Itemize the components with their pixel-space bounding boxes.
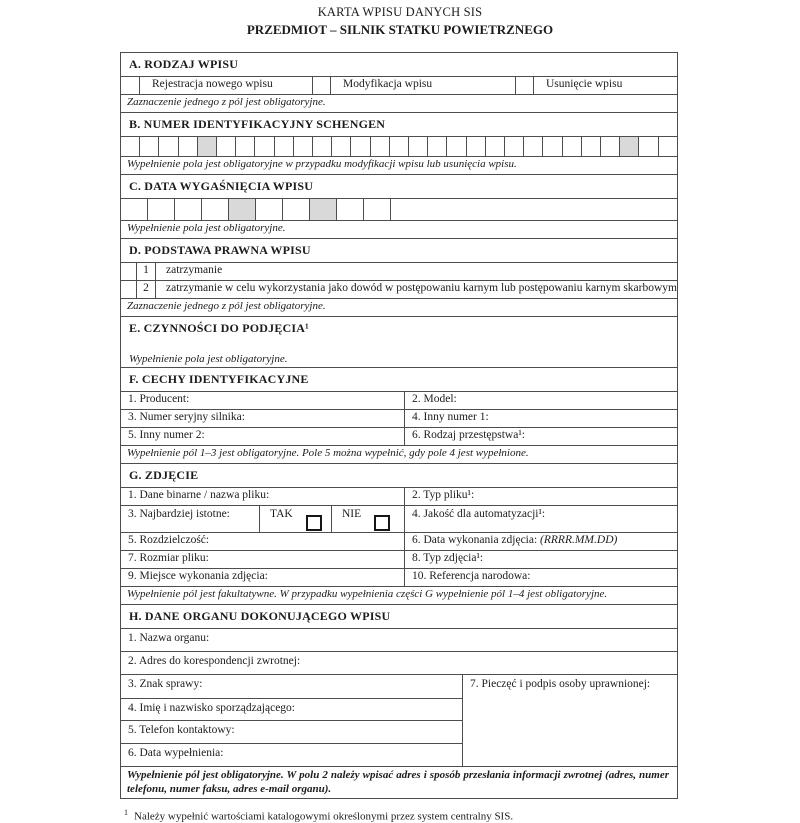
expiry-date-char-boxes — [121, 198, 677, 220]
char-box[interactable] — [486, 137, 505, 156]
nie-option — [331, 506, 404, 532]
char-box[interactable] — [229, 199, 256, 220]
photo-date-label: 6. Data wykonania zdjęcia: — [412, 534, 538, 546]
preparer-name-field[interactable]: 4. Imię i nazwisko sporządzającego: — [121, 698, 462, 721]
new-entry-checkbox-cell[interactable] — [121, 77, 139, 94]
date-row-filler — [391, 199, 677, 220]
document-title: KARTA WPISU DANYCH SIS — [317, 5, 483, 19]
legal-basis-2-label: zatrzymanie w celu wykorzystania jako dowód w postępowaniu karnym lub postępowaniu karnym skarbowym — [155, 281, 677, 298]
authority-name-field[interactable]: 1. Nazwa organu: — [121, 628, 677, 651]
option-label-new-entry: Rejestracja nowego wpisu — [139, 77, 312, 94]
photo-date-field[interactable] — [404, 533, 677, 550]
char-box[interactable] — [313, 137, 332, 156]
legal-basis-row-1 — [121, 262, 677, 280]
photo-date-format-hint: (RRRR.MM.DD) — [540, 534, 618, 546]
section-d-header: D. PODSTAWA PRAWNA WPISU — [129, 243, 311, 257]
footnote — [124, 808, 800, 823]
legal-basis-2-number: 2 — [136, 281, 155, 298]
char-box[interactable] — [217, 137, 236, 156]
char-box[interactable] — [467, 137, 486, 156]
case-reference-field[interactable]: 3. Znak sprawy: — [128, 678, 203, 690]
return-address-field[interactable]: 2. Adres do korespondencji zwrotnej: — [121, 651, 677, 674]
section-e-header: E. CZYNNOŚCI DO PODJĘCIA¹ — [129, 321, 309, 335]
section-e-note: Wypełnienie pola jest obligatoryjne. — [129, 353, 288, 365]
option-label-modify-entry: Modyfikacja wpisu — [330, 77, 515, 94]
legal-basis-1-label: zatrzymanie — [155, 263, 677, 280]
h-left-column — [121, 675, 462, 766]
char-box[interactable] — [620, 137, 639, 156]
section-h-header: H. DANE ORGANU DOKONUJĄCEGO WPISU — [129, 609, 391, 623]
char-box[interactable] — [121, 137, 140, 156]
char-box[interactable] — [148, 199, 175, 220]
contact-phone-field[interactable]: 5. Telefon kontaktowy: — [121, 720, 462, 743]
section-c — [121, 174, 677, 238]
char-box[interactable] — [332, 137, 351, 156]
section-g-header: G. ZDJĘCIE — [129, 468, 199, 482]
g-row-1 — [121, 487, 677, 505]
engine-serial-number-field[interactable]: 3. Numer seryjny silnika: — [128, 411, 245, 423]
schengen-id-char-boxes — [121, 136, 677, 156]
char-box[interactable] — [364, 199, 391, 220]
tak-option — [259, 506, 331, 532]
legal-basis-2-checkbox-cell[interactable] — [121, 281, 136, 298]
tak-checkbox[interactable] — [306, 515, 322, 531]
char-box[interactable] — [121, 199, 148, 220]
resolution-field[interactable]: 5. Rozdzielczość: — [128, 534, 210, 546]
section-a-options — [121, 76, 677, 94]
f-row-3 — [121, 427, 677, 445]
stamp-signature-field[interactable]: 7. Pieczęć i podpis osoby uprawnionej: — [462, 675, 677, 766]
char-box[interactable] — [256, 199, 283, 220]
char-box[interactable] — [236, 137, 255, 156]
producer-field[interactable]: 1. Producent: — [128, 393, 190, 405]
char-box[interactable] — [275, 137, 294, 156]
section-d-note: Zaznaczenie jednego z pól jest obligatoryjne. — [127, 300, 326, 312]
model-field[interactable]: 2. Model: — [404, 392, 677, 409]
sis-entry-form — [120, 52, 678, 799]
section-f-note: Wypełnienie pól 1–3 jest obligatoryjne. Pole 5 można wypełnić, gdy pole 4 jest wypełnione. — [127, 447, 529, 459]
tak-label: TAK — [270, 508, 293, 520]
delete-entry-checkbox-cell[interactable] — [515, 77, 533, 94]
section-b-note: Wypełnienie pola jest obligatoryjne w przypadku modyfikacji wpisu lub usunięcia wpisu. — [127, 158, 517, 170]
section-g — [121, 463, 677, 604]
char-box[interactable] — [390, 137, 409, 156]
char-box[interactable] — [371, 137, 390, 156]
section-b — [121, 112, 677, 174]
document-titles — [0, 0, 800, 38]
document-subtitle: PRZEDMIOT – SILNIK STATKU POWIETRZNEGO — [246, 22, 554, 37]
char-box[interactable] — [601, 137, 620, 156]
section-h — [121, 604, 677, 798]
footnote-ref: 1 — [124, 808, 128, 817]
photo-type-field[interactable]: 8. Typ zdjęcia¹: — [404, 551, 677, 568]
h-split-block — [121, 674, 677, 766]
option-label-delete-entry: Usunięcie wpisu — [533, 77, 677, 94]
automation-quality-field[interactable]: 4. Jakość dla automatyzacji¹: — [404, 506, 677, 532]
char-box[interactable] — [294, 137, 313, 156]
section-c-header: C. DATA WYGAŚNIĘCIA WPISU — [129, 179, 314, 193]
char-box[interactable] — [337, 199, 364, 220]
char-box[interactable] — [351, 137, 370, 156]
legal-basis-row-2 — [121, 280, 677, 298]
section-f — [121, 367, 677, 463]
legal-basis-1-checkbox-cell[interactable] — [121, 263, 136, 280]
char-box[interactable] — [505, 137, 524, 156]
g-row-3 — [121, 532, 677, 550]
fill-date-field[interactable]: 6. Data wypełnienia: — [121, 743, 462, 766]
char-box[interactable] — [159, 137, 178, 156]
char-box[interactable] — [524, 137, 543, 156]
crime-type-field[interactable]: 6. Rodzaj przestępstwa¹: — [404, 428, 677, 445]
char-box[interactable] — [179, 137, 198, 156]
char-box[interactable] — [255, 137, 274, 156]
section-a-note: Zaznaczenie jednego z pól jest obligatoryjne. — [127, 96, 326, 108]
section-g-note: Wypełnienie pól jest fakultatywne. W przypadku wypełnienia części G wypełnienie pól 1–4 jest obligatoryjne. — [127, 588, 608, 600]
char-box[interactable] — [659, 137, 677, 156]
actions-to-take-field[interactable] — [121, 317, 677, 367]
char-box[interactable] — [428, 137, 447, 156]
section-d — [121, 238, 677, 316]
section-f-header: F. CECHY IDENTYFIKACYJNE — [129, 372, 309, 386]
file-type-field[interactable]: 2. Typ pliku¹: — [404, 488, 677, 505]
f-row-2 — [121, 409, 677, 427]
other-number-2-field[interactable]: 5. Inny numer 2: — [128, 429, 205, 441]
most-relevant-label: 3. Najbardziej istotne: — [128, 508, 230, 520]
binary-data-filename-field[interactable]: 1. Dane binarne / nazwa pliku: — [128, 489, 270, 501]
legal-basis-1-number: 1 — [136, 263, 155, 280]
char-box[interactable] — [543, 137, 562, 156]
section-e — [121, 316, 677, 367]
file-size-field[interactable]: 7. Rozmiar pliku: — [128, 552, 209, 564]
char-box[interactable] — [202, 199, 229, 220]
f-row-1 — [121, 391, 677, 409]
nie-label: NIE — [342, 508, 362, 520]
g-row-4 — [121, 550, 677, 568]
char-box[interactable] — [447, 137, 466, 156]
section-a — [121, 53, 677, 112]
char-box[interactable] — [582, 137, 601, 156]
char-box[interactable] — [198, 137, 217, 156]
section-b-header: B. NUMER IDENTYFIKACYJNY SCHENGEN — [129, 117, 386, 131]
nie-checkbox[interactable] — [374, 515, 390, 531]
photo-place-field[interactable]: 9. Miejsce wykonania zdjęcia: — [128, 570, 268, 582]
national-reference-field[interactable]: 10. Referencja narodowa: — [404, 569, 677, 586]
char-box[interactable] — [175, 199, 202, 220]
char-box[interactable] — [140, 137, 159, 156]
char-box[interactable] — [563, 137, 582, 156]
footnote-text: Należy wypełnić wartościami katalogowymi określonymi przez system centralny SIS. — [134, 810, 514, 823]
char-box[interactable] — [310, 199, 337, 220]
g-row-2 — [121, 505, 677, 532]
g-row-5 — [121, 568, 677, 586]
other-number-1-field[interactable]: 4. Inny numer 1: — [404, 410, 677, 427]
section-a-header: A. RODZAJ WPISU — [129, 57, 239, 71]
section-h-note: Wypełnienie pól jest obligatoryjne. W polu 2 należy wpisać adres i sposób przesłania informacji zwrotnej (adres, numer telefonu, numer faksu, adres e-mail organu). — [127, 769, 669, 795]
char-box[interactable] — [283, 199, 310, 220]
section-c-note: Wypełnienie pola jest obligatoryjne. — [127, 222, 286, 234]
char-box[interactable] — [639, 137, 658, 156]
char-box[interactable] — [409, 137, 428, 156]
modify-entry-checkbox-cell[interactable] — [312, 77, 330, 94]
